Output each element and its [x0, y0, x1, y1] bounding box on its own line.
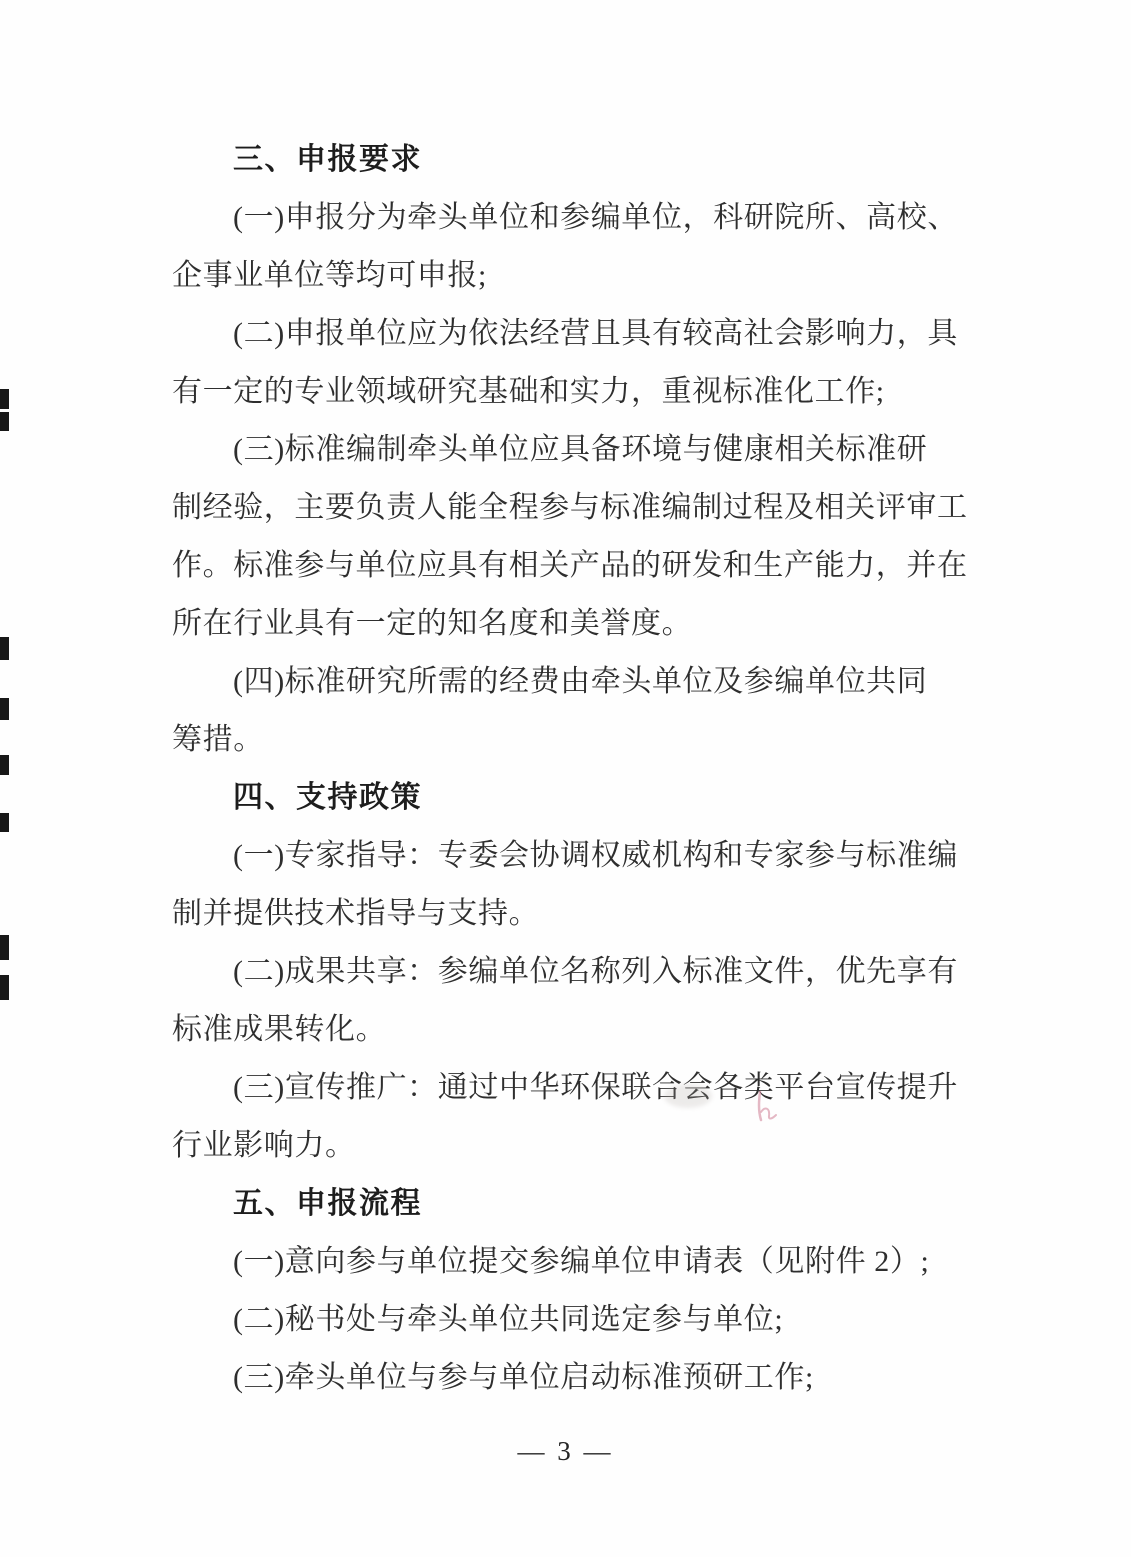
text-line: (一)申报分为牵头单位和参编单位，科研院所、高校、 [233, 201, 958, 234]
section-heading: 三、申报要求 [233, 142, 422, 177]
section-heading: 四、支持政策 [233, 780, 422, 815]
text-line: 作。标准参与单位应具有相关产品的研发和生产能力，并在 [172, 549, 968, 582]
text-content [172, 131, 972, 1407]
text-line: 行业影响力。 [172, 1129, 356, 1162]
text-line: 有一定的专业领域研究基础和实力，重视标准化工作; [172, 375, 885, 408]
text-line: (四)标准研究所需的经费由牵头单位及参编单位共同 [233, 665, 928, 698]
text-line: (三)标准编制牵头单位应具备环境与健康相关标准研 [233, 433, 928, 466]
text-line: (一)专家指导：专委会协调权威机构和专家参与标准编 [233, 839, 958, 872]
text-line: 制经验，主要负责人能全程参与标准编制过程及相关评审工 [172, 491, 968, 524]
text-line: 制并提供技术指导与支持。 [172, 897, 540, 930]
text-line: (三)牵头单位与参与单位启动标准预研工作; [233, 1361, 814, 1394]
text-line: (二)成果共享：参编单位名称列入标准文件，优先享有 [233, 955, 958, 988]
text-line: (三)宣传推广：通过中华环保联合会各类平台宣传提升 [233, 1071, 958, 1104]
scan-edge-mark [0, 412, 9, 431]
section-heading: 五、申报流程 [233, 1186, 422, 1221]
text-line: (一)意向参与单位提交参编单位申请表（见附件 2）; [233, 1245, 930, 1278]
scan-edge-mark [0, 755, 9, 775]
text-line: 筹措。 [172, 723, 264, 756]
text-line: (二)申报单位应为依法经营且具有较高社会影响力，具 [233, 317, 958, 350]
pink-mark-artifact [752, 1090, 780, 1131]
text-line: 标准成果转化。 [172, 1013, 387, 1046]
text-line: 所在行业具有一定的知名度和美誉度。 [172, 607, 693, 640]
gray-smudge-artifact [664, 1084, 712, 1108]
page-number: — 3 — [517, 1436, 614, 1466]
scan-edge-mark [0, 389, 9, 409]
scan-edge-mark [0, 813, 9, 832]
scan-edge-mark [0, 637, 9, 660]
text-line: (二)秘书处与牵头单位共同选定参与单位; [233, 1303, 784, 1336]
scan-edge-mark [0, 935, 9, 960]
scan-edge-mark [0, 975, 9, 1000]
text-line: 企事业单位等均可申报; [172, 259, 487, 292]
scan-edge-mark [0, 698, 9, 720]
